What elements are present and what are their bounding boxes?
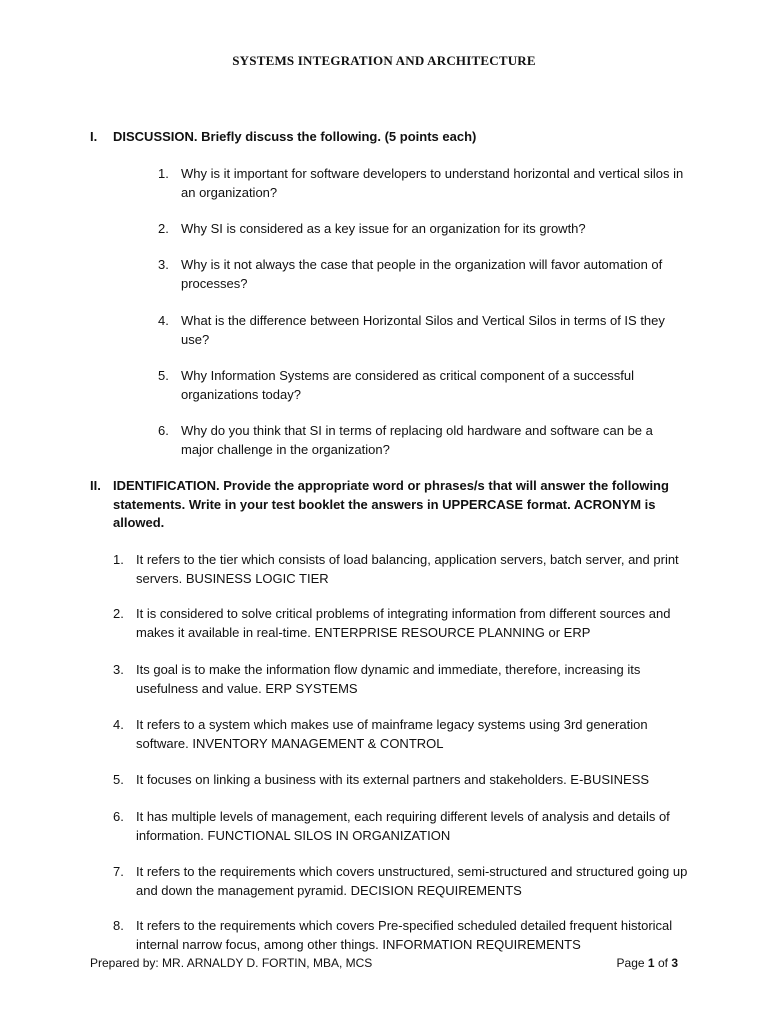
item-text: Its goal is to make the information flow dynamic and immediate, therefore, increasing its usefulness and value. ERP SYSTEMS — [136, 662, 641, 696]
question-number: 4. — [158, 313, 169, 328]
page-current: 1 — [647, 956, 655, 970]
item-text: It has multiple levels of management, each requiring different levels of analysis and details of information. FUNCTIONAL SILOS IN ORGANIZATION — [136, 809, 670, 843]
identification-item — [113, 716, 688, 753]
item-text: It refers to the tier which consists of load balancing, application servers, batch server, and print servers. BUSINESS LOGIC TIER — [136, 552, 679, 586]
discussion-question — [158, 312, 688, 349]
question-text: Why is it not always the case that people in the organization will favor automation of processes? — [181, 257, 663, 291]
prepared-by: Prepared by: MR. ARNALDY D. FORTIN, MBA, MCS — [90, 956, 373, 970]
item-number: 6. — [113, 809, 124, 824]
item-text: It refers to the requirements which covers unstructured, semi-structured and structured going up and down the management pyramid. DECISION REQUIREMENTS — [136, 864, 688, 898]
item-number: 4. — [113, 717, 124, 732]
question-number: 5. — [158, 368, 169, 383]
identification-item — [113, 863, 688, 900]
item-text: It refers to the requirements which covers Pre-specified scheduled detailed frequent historical internal narrow focus, among other things. INFORMATION REQUIREMENTS — [136, 918, 673, 952]
item-text: It focuses on linking a business with its external partners and stakeholders. E-BUSINESS — [136, 772, 650, 787]
question-number: 3. — [158, 257, 169, 272]
section-heading-text: IDENTIFICATION. Provide the appropriate word or phrases/s that will answer the following statements. Write in your test booklet the answers in UPPERCASE format. ACRONYM is allowed. — [113, 478, 669, 530]
item-text: It is considered to solve critical problems of integrating information from different sources and makes it available in real-time. ENTERPRISE RESOURCE PLANNING or ERP — [136, 606, 671, 640]
question-text: Why Information Systems are considered as critical component of a successful organizations today? — [181, 368, 635, 402]
item-number: 5. — [113, 772, 124, 787]
section-heading-text: DISCUSSION. Briefly discuss the following. (5 points each) — [113, 129, 477, 144]
item-number: 7. — [113, 864, 124, 879]
identification-item — [113, 605, 688, 642]
question-number: 1. — [158, 166, 169, 181]
discussion-question — [158, 367, 688, 404]
section-heading-discussion — [90, 128, 690, 147]
item-number: 1. — [113, 552, 124, 567]
identification-item — [113, 661, 688, 698]
section-heading-identification — [90, 477, 690, 533]
section-numeral: II. — [90, 478, 101, 493]
section-numeral: I. — [90, 129, 98, 144]
page-word: Page — [616, 956, 645, 970]
page-indicator — [617, 955, 678, 971]
question-number: 6. — [158, 423, 169, 438]
identification-item — [113, 771, 688, 790]
item-number: 3. — [113, 662, 124, 677]
identification-item — [113, 551, 688, 588]
identification-item — [113, 917, 688, 954]
question-text: Why SI is considered as a key issue for an organization for its growth? — [181, 221, 586, 236]
identification-item — [113, 808, 688, 845]
discussion-question — [158, 220, 688, 239]
discussion-question — [158, 256, 688, 293]
item-number: 8. — [113, 918, 124, 933]
document-title: SYSTEMS INTEGRATION AND ARCHITECTURE — [232, 53, 536, 68]
item-text: It refers to a system which makes use of mainframe legacy systems using 3rd generation software. INVENTORY MANAGEMENT & CONTROL — [136, 717, 648, 751]
question-number: 2. — [158, 221, 169, 236]
page-of: of — [657, 956, 668, 970]
discussion-question — [158, 422, 688, 459]
item-number: 2. — [113, 606, 124, 621]
question-text: What is the difference between Horizontal Silos and Vertical Silos in terms of IS they use? — [181, 313, 665, 347]
discussion-question — [158, 165, 688, 202]
question-text: Why is it important for software developers to understand horizontal and vertical silos in an organization? — [181, 166, 684, 200]
page-total: 3 — [671, 956, 678, 970]
question-text: Why do you think that SI in terms of replacing old hardware and software can be a major challenge in the organization? — [181, 423, 653, 457]
